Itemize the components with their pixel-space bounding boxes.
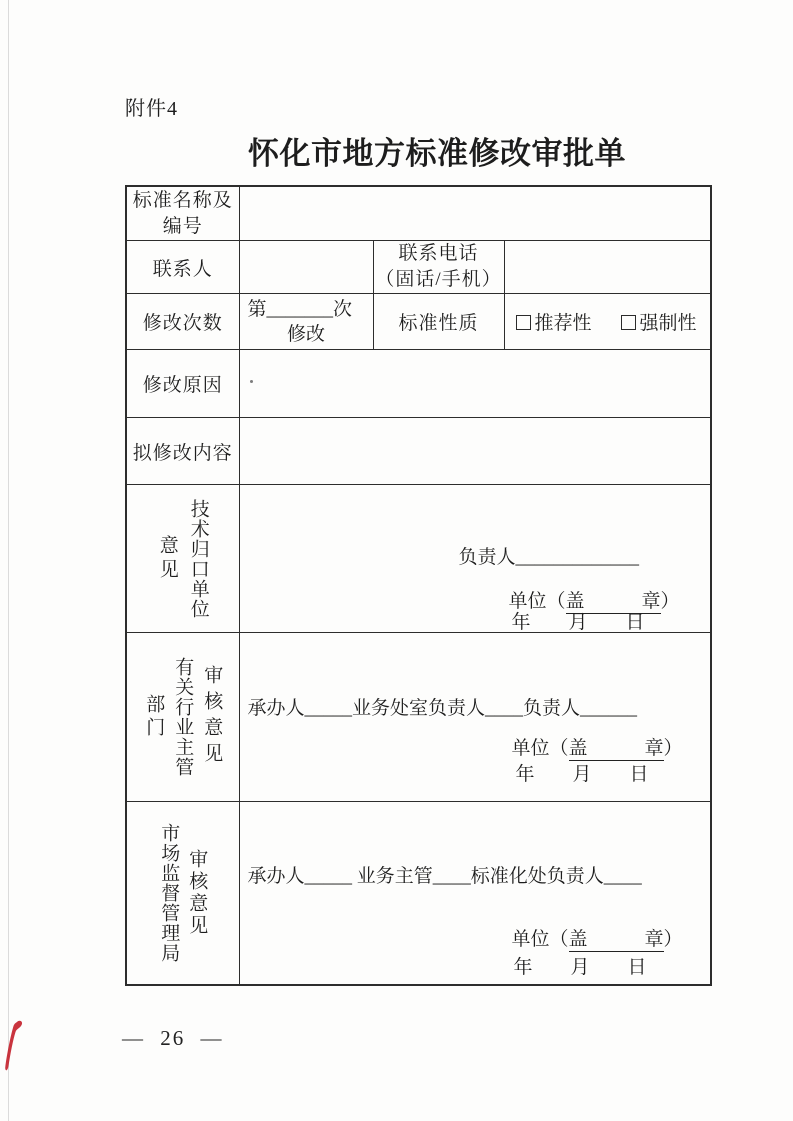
standard-name-value-cell <box>239 186 711 241</box>
planned-content-label: 拟修改内容 <box>126 418 239 485</box>
market-section-header-wrap <box>127 802 239 984</box>
approval-form-table <box>125 185 712 986</box>
tech-section-header <box>126 485 239 633</box>
market-signer-line: 承办人_____ 业务主管____标准化处负责人____ <box>247 866 642 887</box>
industry-section-content-cell <box>239 633 711 802</box>
planned-content-value-cell <box>239 418 711 485</box>
option-mandatory-label: 强制性 <box>639 313 697 334</box>
contact-phone-label-line2: （固话/手机） <box>375 269 502 290</box>
ink-dot-artifact <box>250 380 253 383</box>
industry-section-header <box>126 633 239 802</box>
tech-section-header-main: 技术归口单位 <box>187 498 209 619</box>
page-number: — 26 — <box>122 1026 224 1050</box>
industry-stamp-prefix: 单位（ <box>511 738 569 759</box>
reason-label: 修改原因 <box>126 350 239 418</box>
market-date-line: 年 月 日 <box>513 957 647 978</box>
row-tech-section <box>126 485 711 633</box>
checkbox-recommended-icon <box>516 315 531 330</box>
red-ink-mark <box>2 1018 28 1080</box>
row-market-section <box>126 802 711 986</box>
revision-count-line2: 修改 <box>286 323 325 345</box>
attachment-label: 附件4 <box>125 98 178 120</box>
row-standard-name <box>126 186 711 241</box>
contact-value-cell <box>239 241 373 294</box>
row-reason <box>126 350 711 418</box>
row-planned-content <box>126 418 711 485</box>
industry-stamp-suffix: ） <box>663 738 683 759</box>
standard-name-label-line1: 标准名称及 <box>132 189 233 211</box>
market-header-dept-label: 市场监督管理局 <box>158 823 180 963</box>
market-stamp-line <box>512 924 683 951</box>
option-recommended <box>516 308 592 335</box>
tech-stamp-suffix: ） <box>660 591 680 612</box>
form-title: 怀化市地方标准修改审批单 <box>248 136 626 171</box>
market-stamp-blank: 盖 章 <box>568 929 664 950</box>
industry-signer-line: 承办人_____业务处室负责人____负责人______ <box>247 698 638 719</box>
tech-date-line: 年 月 日 <box>511 612 645 633</box>
industry-header-dept-suffix: 部门 <box>143 694 165 740</box>
standard-name-label <box>126 186 239 241</box>
market-stamp-prefix: 单位（ <box>511 929 569 950</box>
standard-nature-options-cell <box>504 294 711 350</box>
contact-phone-label <box>373 241 504 294</box>
industry-header-dept-main: 有关行业主管 <box>172 657 194 777</box>
tech-stamp-blank: 盖 章 <box>565 591 661 612</box>
standard-name-label-line2: 编号 <box>162 215 203 237</box>
red-ink-stroke <box>5 1021 22 1071</box>
market-header-review-label: 审核意见 <box>186 849 208 937</box>
contact-label: 联系人 <box>126 241 239 294</box>
industry-date-line: 年 月 日 <box>515 764 649 785</box>
industry-section-header-wrap <box>127 633 239 801</box>
revision-count-label: 修改次数 <box>126 294 239 350</box>
row-contact <box>126 241 711 294</box>
tech-section-header-wrap <box>127 485 239 632</box>
standard-nature-label: 标准性质 <box>373 294 504 350</box>
contact-phone-value-cell <box>504 241 711 294</box>
market-section-content-cell <box>239 802 711 986</box>
standard-nature-options <box>505 308 711 335</box>
tech-signer-line: 负责人_____________ <box>458 547 640 568</box>
industry-stamp-blank: 盖 章 <box>568 738 664 759</box>
option-mandatory <box>621 308 697 335</box>
revision-count-value-cell <box>239 294 373 350</box>
contact-phone-label-line1: 联系电话 <box>398 243 479 264</box>
row-revision-count <box>126 294 711 350</box>
row-industry-section <box>126 633 711 802</box>
industry-stamp-line <box>512 733 683 760</box>
tech-section-content-cell <box>239 485 711 633</box>
industry-header-review-label: 审核意见 <box>201 665 223 769</box>
revision-count-line1: 第_______次 <box>247 298 353 320</box>
reason-value-cell <box>239 350 711 418</box>
option-recommended-label: 推荐性 <box>534 313 592 334</box>
market-section-header <box>126 802 239 986</box>
market-stamp-suffix: ） <box>663 929 683 950</box>
scan-edge-artifact <box>8 0 9 1121</box>
tech-stamp-prefix: 单位（ <box>508 591 566 612</box>
checkbox-mandatory-icon <box>621 315 636 330</box>
tech-section-header-sub: 意见 <box>156 534 178 583</box>
